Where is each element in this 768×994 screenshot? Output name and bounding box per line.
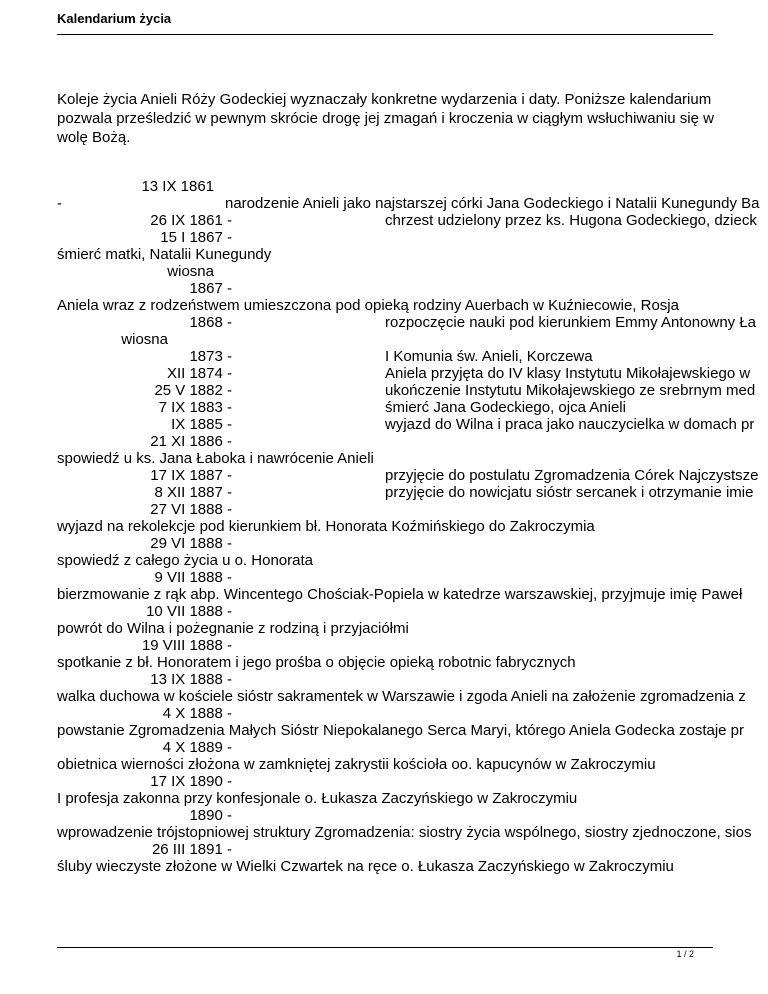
header-divider xyxy=(57,34,713,35)
timeline-event: obietnica wierności złożona w zamkniętej zakrystii kościoła oo. kapucynów w Zakroczymiu xyxy=(57,756,656,773)
timeline-date: 26 III 1891 - xyxy=(151,841,232,858)
timeline-date: IX 1885 - xyxy=(171,416,232,433)
timeline-date: 9 VII 1888 - xyxy=(154,569,232,586)
timeline-date: 27 VI 1888 - xyxy=(150,501,232,518)
timeline-date: 7 IX 1883 - xyxy=(158,399,232,416)
timeline-date: 1868 - xyxy=(189,314,232,331)
timeline-date: 26 IX 1861 - xyxy=(150,212,232,229)
timeline-event: Aniela wraz z rodzeństwem umieszczona pod opieką rodziny Auerbach w Kuźniecowie, Rosja xyxy=(57,297,679,314)
timeline-date: 4 X 1889 - xyxy=(162,739,232,756)
timeline-event: śmierć Jana Godeckiego, ojca Anieli xyxy=(385,399,626,416)
timeline-event: przyjęcie do postulatu Zgromadzenia Córek Najczystsze xyxy=(385,467,759,484)
timeline-date: wiosna xyxy=(121,331,168,348)
timeline-date: 19 VIII 1888 - xyxy=(141,637,232,654)
timeline-event: powstanie Zgromadzenia Małych Sióstr Niepokalanego Serca Maryi, którego Aniela Godecka zostaje pr xyxy=(57,722,745,739)
timeline-date: 13 IX 1861 xyxy=(141,178,214,195)
timeline-date: 25 V 1882 - xyxy=(154,382,232,399)
timeline-event: wyjazd na rekolekcje pod kierunkiem bł. Honorata Koźmińskiego do Zakroczymia xyxy=(57,518,595,535)
timeline-date: 1873 - xyxy=(189,348,232,365)
timeline-event: spowiedź u ks. Jana Łaboka i nawrócenie Anieli xyxy=(57,450,374,467)
page-number: 1 / 2 xyxy=(676,949,694,959)
timeline-event: śmierć matki, Natalii Kunegundy xyxy=(57,246,272,263)
timeline-event: powrót do Wilna i pożegnanie z rodziną i przyjaciółmi xyxy=(57,620,409,637)
timeline-event: spowiedź z całego życia u o. Honorata xyxy=(57,552,313,569)
timeline-event: wprowadzenie trójstopniowej struktury Zgromadzenia: siostry życia wspólnego, siostry zjednoczone, sios xyxy=(57,824,752,841)
timeline-date: 21 XI 1886 - xyxy=(150,433,232,450)
timeline-event: chrzest udzielony przez ks. Hugona Godeckiego, dzieck xyxy=(385,212,757,229)
timeline-event: bierzmowanie z rąk abp. Wincentego Chościak-Popiela w katedrze warszawskiej, przyjmuje imię Paweł xyxy=(57,586,743,603)
timeline-event: Aniela przyjęta do IV klasy Instytutu Mikołajewskiego w xyxy=(385,365,751,382)
timeline-event: śluby wieczyste złożone w Wielki Czwartek na ręce o. Łukasza Zaczyńskiego w Zakroczymiu xyxy=(57,858,674,875)
timeline-date: XII 1874 - xyxy=(166,365,232,382)
intro-paragraph: Koleje życia Anieli Róży Godeckiej wyznaczały konkretne wydarzenia i daty. Poniższe kalendarium pozwala prześledzić w pewnym skrócie drogę jej zmagań i kroczenia w ciągłym wsłuchiwaniu się w wolę Bożą. xyxy=(57,91,714,146)
timeline-date: 15 I 1867 - xyxy=(160,229,232,246)
page-header-title: Kalendarium życia xyxy=(57,11,172,26)
timeline-event: przyjęcie do nowicjatu sióstr sercanek i otrzymanie imie xyxy=(385,484,754,501)
timeline-date: 17 IX 1890 - xyxy=(150,773,232,790)
timeline-date: 10 VII 1888 - xyxy=(146,603,232,620)
timeline-event: spotkanie z bł. Honoratem i jego prośba o objęcie opieką robotnic fabrycznych xyxy=(57,654,576,671)
timeline-date: 13 IX 1888 - xyxy=(150,671,232,688)
timeline-date: 4 X 1888 - xyxy=(162,705,232,722)
timeline-date: wiosna xyxy=(167,263,214,280)
timeline-date: 29 VI 1888 - xyxy=(150,535,232,552)
timeline-event: I Komunia św. Anieli, Korczewa xyxy=(385,348,593,365)
timeline-event: ukończenie Instytutu Mikołajewskiego ze srebrnym med xyxy=(385,382,756,399)
footer-divider xyxy=(57,947,713,948)
timeline-event: walka duchowa w kościele sióstr sakramentek w Warszawie i zgoda Anieli na założenie zgromadzenia z xyxy=(57,688,746,705)
timeline-dash: - xyxy=(57,195,62,212)
timeline-event: I profesja zakonna przy konfesjonale o. Łukasza Zaczyńskiego w Zakroczymiu xyxy=(57,790,578,807)
timeline-date: 8 XII 1887 - xyxy=(154,484,232,501)
timeline-date: 1890 - xyxy=(189,807,232,824)
timeline-date: 1867 - xyxy=(189,280,232,297)
timeline-date: 17 IX 1887 - xyxy=(150,467,232,484)
timeline-event: narodzenie Anieli jako najstarszej córki Jana Godeckiego i Natalii Kunegundy Ba xyxy=(225,195,760,212)
timeline-event: rozpoczęcie nauki pod kierunkiem Emmy Antonowny Ła xyxy=(385,314,757,331)
timeline-event: wyjazd do Wilna i praca jako nauczycielka w domach pr xyxy=(385,416,755,433)
